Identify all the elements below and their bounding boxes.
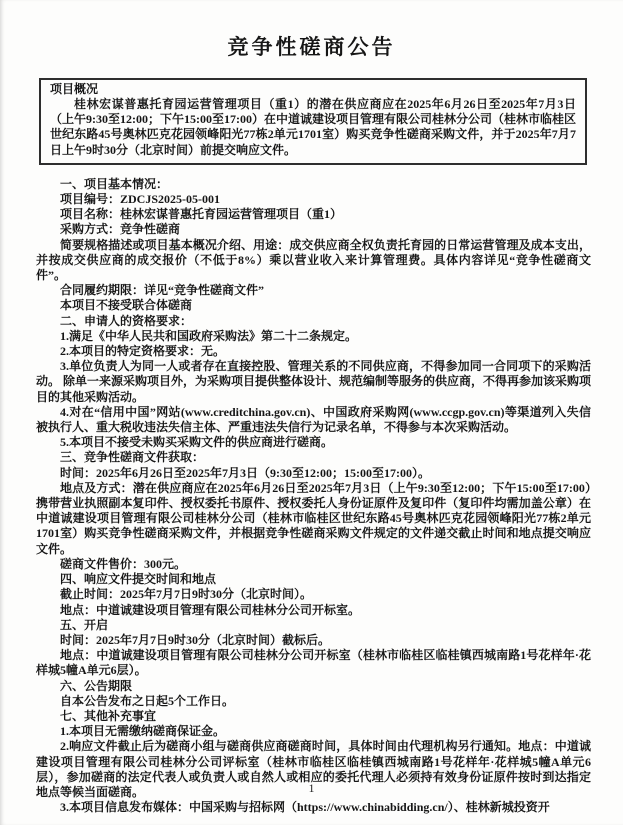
section-7-heading: 七、其他补充事宜	[60, 708, 157, 723]
document-obtain-location: 地点及方式：潜在供应商应在2025年6月26日至2025年7月3日（上午9:30至12:00；下午15:00至17:00）携带营业执照副本复印件、授权委托书原件、授权委托人身份证原件及复印件（复印件均需加盖公章）在中道诚建设项目管理有限公司桂林分公司（桂林市临桂区世纪东路45号奥林匹克花园领峰阳光77栋2单元1701室）购买竞争性磋商采购文件，并根据竞争性磋商采购文件规定的文件递交截止时间和地点提交响应文件。	[36, 480, 591, 556]
announcement-period: 自本公告发布之日起5个工作日。	[60, 693, 235, 708]
section-5-heading: 五、开启	[60, 617, 109, 632]
requirement-1: 1.满足《中华人民共和国政府采购法》第二十二条规定。	[60, 328, 358, 343]
project-overview-box	[39, 78, 587, 165]
document-title: 竞争性磋商公告	[227, 35, 396, 59]
contract-period: 合同履约期限：详见“竞争性磋商文件”	[60, 283, 265, 298]
opening-time: 时间：2025年7月7日9时30分（北京时间）截标后。	[60, 632, 331, 647]
requirement-4: 4.对在“信用中国”网站(www.creditchina.gov.cn)、中国政府采购网(www.ccgp.gov.cn)等渠道列入失信被执行人、重大税收违法失信主体、严重违法失信行为记录名单，不得参与本次采购活动。	[36, 404, 591, 435]
requirement-3: 3.单位负责人为同一人或者存在直接控股、管理关系的不同供应商，不得参加同一合同项下的采购活动。 除单一来源采购项目外，为采购项目提供整体设计、规范编制等服务的供应商，不得再参加该采购项目的其他采购活动。	[36, 359, 592, 404]
section-1-heading: 一、项目基本情况：	[60, 176, 169, 191]
document-price: 磋商文件售价：300元。	[60, 556, 187, 571]
procurement-method: 采购方式：竞争性磋商	[60, 222, 181, 237]
no-consortium-note: 本项目不接受联合体磋商	[60, 298, 193, 313]
opening-location: 地点：中道诚建设项目管理有限公司桂林分公司开标室（桂林市临桂区临桂镇西城南路1号花样年·花样城5幢A单元6层）。	[36, 648, 591, 678]
overview-body: 桂林宏谋普惠托育园运营管理项目（重1）的潜在供应商应在2025年6月26日至2025年7月3日（上午9:30至12:00；下午15:00至17:00）在中道诚建设项目管理有限公司桂林分公司（桂林市临桂区世纪东路45号奥林匹克花园领峰阳光77栋2单元1701室）购买竞争性磋商采购文件，并于2025年7月7日上午9时30分（北京时间）前提交响应文件。	[50, 97, 576, 157]
document-obtain-time: 时间：2025年6月26日至2025年7月3日（9:30至12:00；15:00至17:00）。	[60, 465, 430, 480]
project-number: 项目编号：ZDCJS2025-05-001	[60, 192, 221, 207]
supplement-2: 2.响应文件截止后为磋商小组与磋商供应商磋商时间，具体时间由代理机构另行通知。地点：中道诚建设项目管理有限公司桂林分公司评标室（桂林市临桂区临桂镇西城南路1号花样年·花样城5幢A单元6层），参加磋商的法定代表人或负责人或自然人或相应的委托代理人必须持有效身份证原件按时到达指定地点等候当面磋商。	[36, 739, 591, 799]
submission-deadline: 截止时间：2025年7月7日9时30分（北京时间）。	[60, 587, 313, 602]
document-body	[36, 177, 591, 816]
requirement-2: 2.本项目的特定资格要求：无。	[60, 344, 226, 359]
overview-heading: 项目概况	[50, 82, 99, 96]
section-6-heading: 六、公告期限	[60, 678, 133, 693]
submission-location: 地点：中道诚建设项目管理有限公司桂林分公司开标室。	[60, 602, 361, 617]
section-2-heading: 二、申请人的资格要求：	[60, 313, 193, 328]
section-4-heading: 四、响应文件提交时间和地点	[60, 572, 217, 587]
supplement-1: 1.本项目无需缴纳磋商保证金。	[60, 724, 226, 739]
project-name: 项目名称：桂林宏谋普惠托育园运营管理项目（重1）	[60, 207, 343, 222]
section-3-heading: 三、竞争性磋商文件获取：	[60, 450, 205, 465]
requirement-5: 5.本项目不接受未购买采购文件的供应商进行磋商。	[60, 435, 334, 450]
page-number: 1	[308, 781, 315, 795]
supplement-3: 3.本项目信息发布媒体：中国采购与招标网（https://www.chinabidding.cn/）、桂林新城投资开	[60, 800, 550, 815]
project-description: 简要规格描述或项目基本概况介绍、用途：成交供应商全权负责托育园的日常运营管理及成本支出，并按成交供应商的成交报价（不低于8%）乘以营业收入来计算管理费。具体内容详见“竞争性磋商文件”。	[36, 237, 591, 283]
